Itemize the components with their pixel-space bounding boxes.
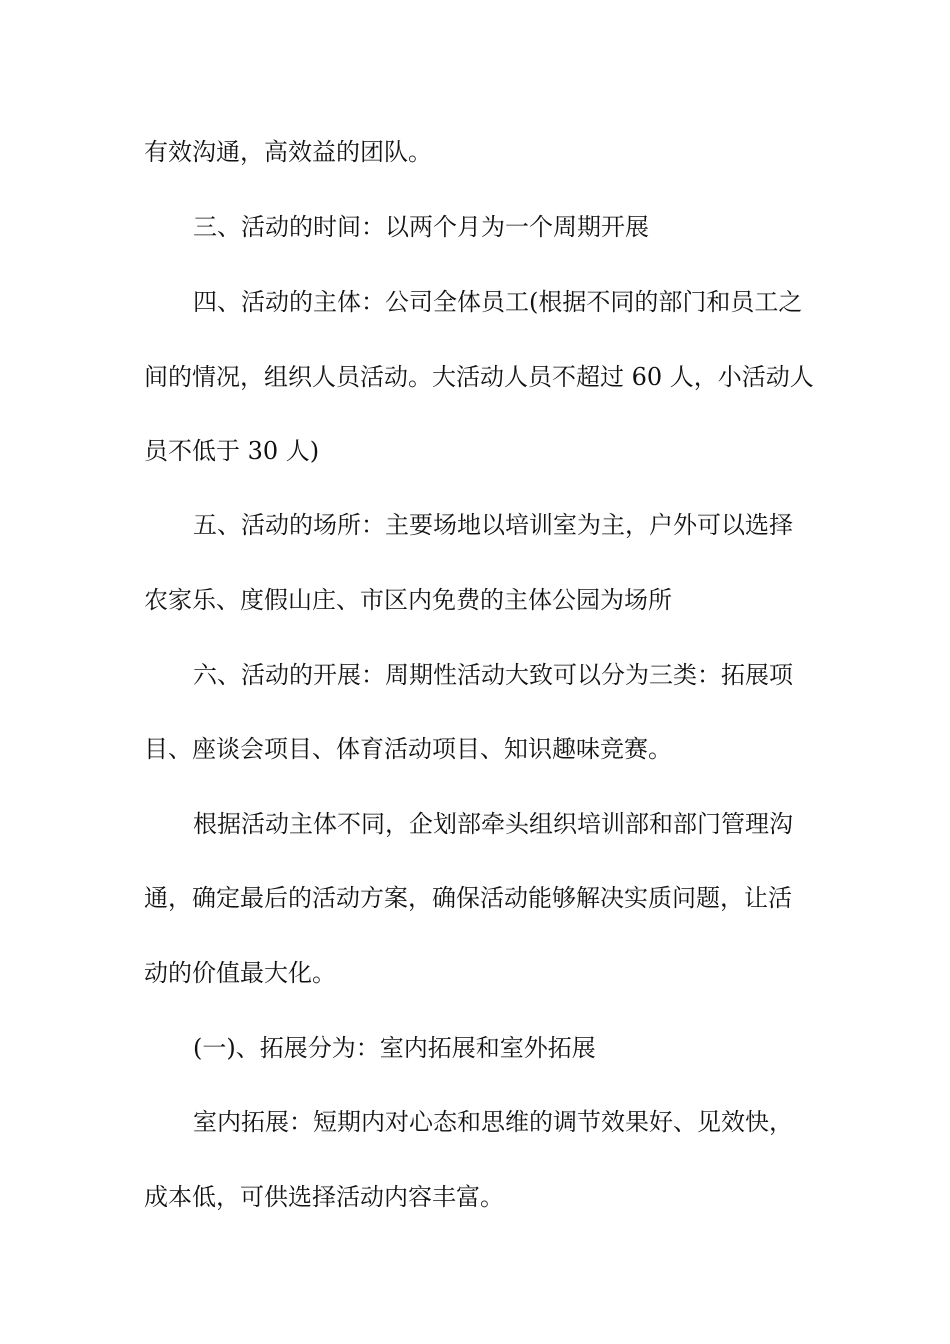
paragraph-line: 有效沟通，高效益的团队。: [144, 138, 432, 166]
paragraph-line: 四、活动的主体：公司全体员工(根据不同的部门和员工之: [193, 288, 803, 316]
paragraph-line: 室内拓展：短期内对心态和思维的调节效果好、见效快，: [193, 1108, 793, 1136]
paragraph-line: 目、座谈会项目、体育活动项目、知识趣味竞赛。: [144, 735, 672, 763]
paragraph-line: 六、活动的开展：周期性活动大致可以分为三类：拓展项: [193, 661, 793, 689]
paragraph-line: 员不低于 30 人): [144, 437, 320, 465]
paragraph-line: 农家乐、度假山庄、市区内免费的主体公园为场所: [144, 586, 672, 614]
paragraph-line: 根据活动主体不同，企划部牵头组织培训部和部门管理沟: [193, 810, 793, 838]
paragraph-line: 五、活动的场所：主要场地以培训室为主，户外可以选择: [193, 511, 793, 539]
paragraph-line: 成本低，可供选择活动内容丰富。: [144, 1183, 504, 1211]
paragraph-line: 间的情况，组织人员活动。大活动人员不超过 60 人，小活动人: [144, 363, 814, 391]
paragraph-line: (一)、拓展分为：室内拓展和室外拓展: [193, 1034, 596, 1062]
paragraph-line: 三、活动的时间：以两个月为一个周期开展: [193, 213, 649, 241]
paragraph-line: 动的价值最大化。: [144, 959, 336, 987]
paragraph-line: 通，确定最后的活动方案，确保活动能够解决实质问题，让活: [144, 884, 792, 912]
